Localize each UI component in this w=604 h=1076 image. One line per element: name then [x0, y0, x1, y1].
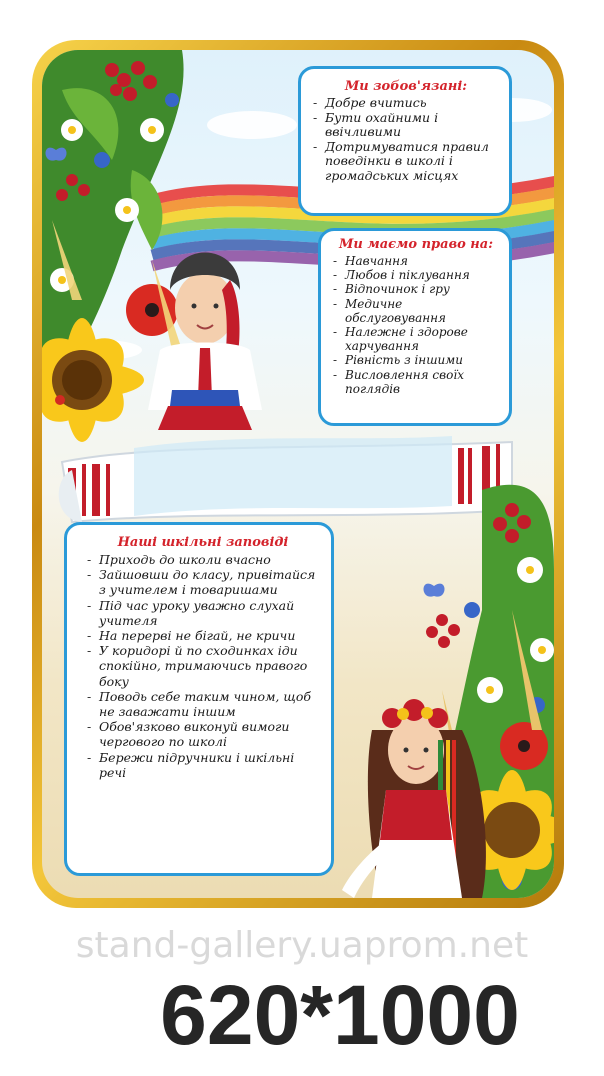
commandments-box	[64, 522, 334, 876]
list-item: - Обов'язково виконуй вимоги чергового по школі	[85, 719, 321, 749]
list-item: - На перерві не бігай, не кричи	[85, 628, 321, 643]
boy-character	[148, 253, 262, 431]
list-item: - Поводь себе таким чином, щоб не заважати іншим	[85, 689, 321, 719]
list-item: - Відпочинок і гру	[331, 282, 501, 296]
list-item: - Рівність з іншими	[331, 353, 501, 367]
watermark-text: stand-gallery.uaprom.net	[75, 925, 529, 966]
rights-box	[318, 228, 512, 426]
commandments-title: Наші шкільні заповіді	[117, 535, 289, 550]
list-item: - Висловлення своїх поглядів	[331, 368, 501, 396]
list-item: - Під час уроку уважно слухай учителя	[85, 598, 321, 628]
list-item: - Добре вчитись	[311, 96, 501, 111]
obligations-list	[311, 96, 501, 183]
list-item: - Зайшовши до класу, привітайся з учителем і товаришами	[85, 567, 321, 597]
list-item: - Бережи підручники і шкільні речі	[85, 750, 321, 780]
list-item: - У коридорі й по сходинках іди спокійно, тримаючись правого боку	[85, 643, 321, 689]
embroidered-banner	[59, 436, 512, 522]
obligations-box	[298, 66, 512, 216]
size-label: 620*1000	[160, 968, 520, 1062]
rights-title: Ми маємо право на:	[338, 237, 494, 252]
rights-list	[331, 254, 501, 396]
list-item: - Дотримуватися правил поведінки в школі і громадських місцях	[311, 140, 501, 184]
list-item: - Бути охайними і ввічливими	[311, 111, 501, 140]
list-item: - Навчання	[331, 254, 501, 268]
list-item: - Приходь до школи вчасно	[85, 552, 321, 567]
list-item: - Належне і здорове харчування	[331, 325, 501, 353]
obligations-title: Ми зобов'язані:	[344, 79, 468, 94]
commandments-list	[85, 552, 321, 780]
list-item: - Любов і піклування	[331, 268, 501, 282]
list-item: - Медичне обслуговування	[331, 297, 501, 325]
